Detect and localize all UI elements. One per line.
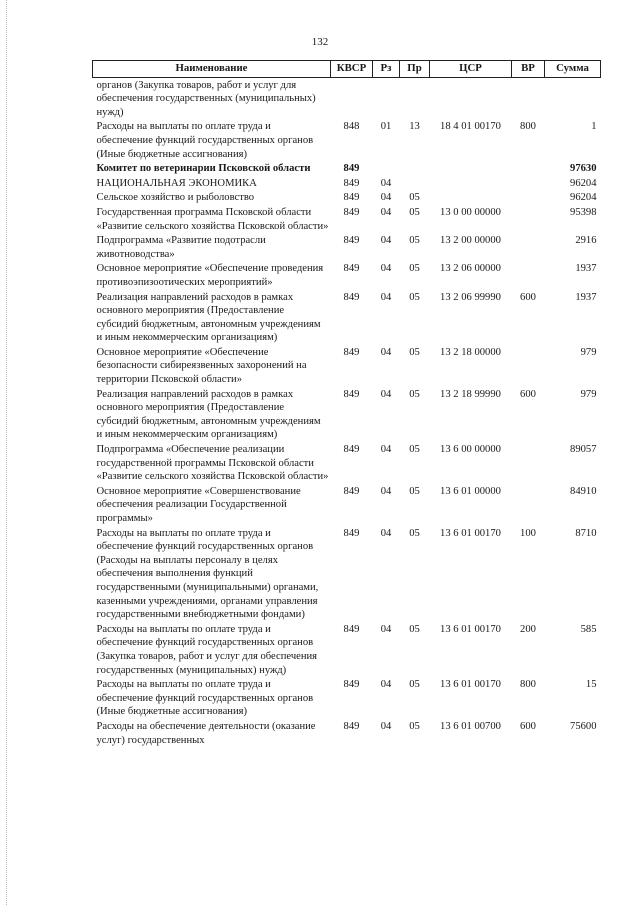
cell-pr: 05 (409, 527, 420, 539)
cell-rz: 04 (380, 235, 392, 247)
cell-pr: 05 (409, 720, 420, 732)
table-body (93, 77, 601, 747)
cell-csr: 13 2 00 00000 (440, 235, 501, 247)
table-row (93, 233, 601, 261)
cell-csr: 13 6 00 00000 (440, 444, 501, 456)
cell-rz: 04 (380, 444, 392, 456)
cell-sum: 95398 (570, 206, 597, 218)
cell-name: Реализация направлений расходов в рамках основного мероприятия (Предоставление субсидий бюджетным, автономным учреждениям и иным некоммерческим организациям) (96, 291, 321, 344)
cell-rz: 04 (380, 206, 392, 218)
cell-pr: 05 (409, 388, 420, 400)
cell-csr (430, 176, 512, 191)
budget-table (92, 60, 601, 747)
cell-pr: 05 (409, 623, 420, 635)
cell-vr: 600 (520, 720, 536, 732)
cell-kvsr: 849 (343, 291, 360, 303)
table-row (93, 290, 601, 345)
page-number: 132 (311, 36, 329, 48)
cell-name: Расходы на выплаты по оплате труда и обеспечение функций государственных органов (Закупка товаров, работ и услуг для обеспечения государственных (муниципальных) нужд) (96, 623, 318, 676)
cell-name: Расходы на обеспечение деятельности (оказание услуг) государственных (96, 720, 316, 746)
cell-rz: 04 (380, 623, 392, 635)
cell-kvsr: 849 (343, 485, 360, 497)
cell-kvsr: 849 (343, 388, 360, 400)
cell-vr (512, 345, 545, 387)
header-name: Наименование (93, 61, 331, 78)
cell-kvsr: 849 (343, 527, 360, 539)
cell-csr: 13 6 01 00000 (440, 485, 501, 497)
table-row (93, 205, 601, 233)
cell-vr (512, 161, 545, 176)
cell-rz: 04 (380, 527, 392, 539)
cell-sum: 979 (580, 388, 597, 400)
cell-kvsr: 849 (343, 623, 360, 635)
cell-name: НАЦИОНАЛЬНАЯ ЭКОНОМИКА (96, 177, 257, 189)
cell-pr: 05 (409, 192, 420, 204)
cell-pr: 05 (409, 346, 420, 358)
cell-vr: 800 (520, 679, 536, 691)
cell-csr (430, 190, 512, 205)
cell-pr: 05 (409, 679, 420, 691)
cell-csr: 13 6 01 00170 (440, 527, 501, 539)
cell-vr (512, 484, 545, 526)
table-row (93, 442, 601, 484)
cell-csr: 13 2 18 99990 (440, 388, 501, 400)
cell-vr (512, 261, 545, 289)
cell-csr: 13 2 06 00000 (440, 263, 501, 275)
cell-vr: 600 (520, 388, 536, 400)
cell-name: Основное мероприятие «Обеспечение безопасности сибиреязвенных захоронений на территории Псковской области» (96, 346, 307, 386)
table-row (93, 387, 601, 442)
cell-vr: 100 (520, 527, 536, 539)
cell-name: Реализация направлений расходов в рамках основного мероприятия (Предоставление субсидий бюджетным, автономным учреждениям и иным некоммерческим организациям) (96, 388, 321, 441)
cell-csr (430, 77, 512, 119)
cell-sum (545, 77, 601, 119)
cell-kvsr: 849 (343, 235, 360, 247)
cell-rz: 04 (380, 720, 392, 732)
cell-csr: 13 0 00 00000 (440, 206, 501, 218)
table-row (93, 161, 601, 176)
cell-sum: 8710 (575, 527, 597, 539)
cell-pr (400, 176, 430, 191)
cell-sum: 979 (580, 346, 597, 358)
cell-name: Расходы на выплаты по оплате труда и обеспечение функций государственных органов (Иные бюджетные ассигнования) (96, 121, 314, 160)
cell-vr (512, 205, 545, 233)
cell-name: Расходы на выплаты по оплате труда и обеспечение функций государственных органов (Расходы на выплаты персоналу в целях обеспечения выполнения функций государственными (муниципальными) органами, казенными учреждениями, органами управления государственными внебюджетными фондами) (96, 527, 319, 621)
cell-sum: 75600 (570, 720, 597, 732)
cell-sum: 1937 (575, 291, 597, 303)
cell-vr (512, 77, 545, 119)
cell-name: Подпрограмма «Развитие подотрасли животноводства» (96, 235, 266, 260)
cell-sum: 84910 (570, 485, 597, 497)
cell-kvsr: 849 (343, 444, 360, 456)
cell-name: Сельское хозяйство и рыболовство (96, 192, 255, 204)
cell-pr: 13 (409, 121, 420, 133)
cell-csr: 13 2 18 00000 (440, 346, 501, 358)
table-row (93, 526, 601, 622)
table-row (93, 176, 601, 191)
cell-rz: 01 (380, 121, 392, 133)
cell-pr: 05 (409, 485, 420, 497)
cell-name: Государственная программа Псковской области «Развитие сельского хозяйства Псковской области» (96, 206, 329, 232)
scan-margin-line (6, 0, 7, 905)
cell-pr: 05 (409, 206, 420, 218)
cell-rz: 04 (380, 388, 392, 400)
cell-vr: 800 (520, 121, 536, 133)
cell-pr: 05 (409, 263, 420, 275)
cell-vr (512, 176, 545, 191)
header-pr: Пр (400, 61, 430, 78)
cell-vr: 200 (520, 623, 536, 635)
cell-csr (430, 161, 512, 176)
table-row (93, 261, 601, 289)
table-row (93, 484, 601, 526)
cell-pr (400, 77, 430, 119)
cell-name: Комитет по ветеринарии Псковской области (96, 163, 311, 175)
cell-kvsr: 849 (343, 206, 360, 218)
cell-pr (400, 161, 430, 176)
cell-pr: 05 (409, 444, 420, 456)
cell-rz (373, 77, 400, 119)
table-row (93, 622, 601, 677)
cell-sum: 97630 (570, 163, 597, 175)
cell-sum: 15 (585, 679, 597, 691)
cell-kvsr: 849 (343, 163, 360, 175)
cell-sum: 96204 (570, 192, 597, 204)
cell-kvsr (331, 77, 373, 119)
cell-kvsr: 849 (343, 192, 360, 204)
cell-rz: 04 (380, 291, 392, 303)
cell-csr: 18 4 01 00170 (440, 121, 501, 133)
cell-csr: 13 6 01 00170 (440, 623, 501, 635)
cell-vr (512, 442, 545, 484)
table-row (93, 119, 601, 161)
cell-sum: 2916 (575, 235, 597, 247)
cell-rz (373, 161, 400, 176)
cell-rz: 04 (380, 679, 392, 691)
table-row (93, 190, 601, 205)
cell-csr: 13 6 01 00170 (440, 679, 501, 691)
table-row (93, 677, 601, 719)
cell-name: Основное мероприятие «Совершенствование обеспечения реализации Государственной программы» (96, 485, 301, 524)
cell-csr: 13 2 06 99990 (440, 291, 501, 303)
header-rz: Рз (373, 61, 400, 78)
cell-kvsr: 848 (343, 121, 360, 133)
cell-sum: 1 (591, 121, 597, 133)
cell-pr: 05 (409, 235, 420, 247)
table-header-row (93, 61, 601, 78)
cell-kvsr: 849 (343, 679, 360, 691)
cell-vr: 600 (520, 291, 536, 303)
cell-rz: 04 (380, 346, 392, 358)
cell-rz: 04 (380, 177, 392, 189)
cell-rz: 04 (380, 263, 392, 275)
cell-sum: 89057 (570, 444, 597, 456)
cell-name: органов (Закупка товаров, работ и услуг для обеспечения государственных (муниципальных) нужд) (96, 79, 316, 118)
header-sum: Сумма (545, 61, 601, 78)
cell-sum: 1937 (575, 263, 597, 275)
cell-name: Подпрограмма «Обеспечение реализации государственной программы Псковской области «Развитие сельского хозяйства Псковской области» (96, 444, 329, 483)
cell-name: Расходы на выплаты по оплате труда и обеспечение функций государственных органов (Иные бюджетные ассигнования) (96, 679, 314, 718)
header-kvsr: КВСР (331, 61, 373, 78)
header-csr: ЦСР (430, 61, 512, 78)
cell-sum: 96204 (570, 177, 597, 189)
cell-rz: 04 (380, 485, 392, 497)
cell-kvsr: 849 (343, 177, 360, 189)
cell-csr: 13 6 01 00700 (440, 720, 501, 732)
cell-kvsr: 849 (343, 263, 360, 275)
cell-vr (512, 190, 545, 205)
table-row (93, 719, 601, 747)
cell-rz: 04 (380, 192, 392, 204)
table-row (93, 345, 601, 387)
table-row (93, 77, 601, 119)
cell-name: Основное мероприятие «Обеспечение проведения противоэпизоотических мероприятий» (96, 263, 324, 288)
cell-kvsr: 849 (343, 346, 360, 358)
header-vr: ВР (512, 61, 545, 78)
cell-sum: 585 (580, 623, 597, 635)
cell-pr: 05 (409, 291, 420, 303)
cell-vr (512, 233, 545, 261)
cell-kvsr: 849 (343, 720, 360, 732)
